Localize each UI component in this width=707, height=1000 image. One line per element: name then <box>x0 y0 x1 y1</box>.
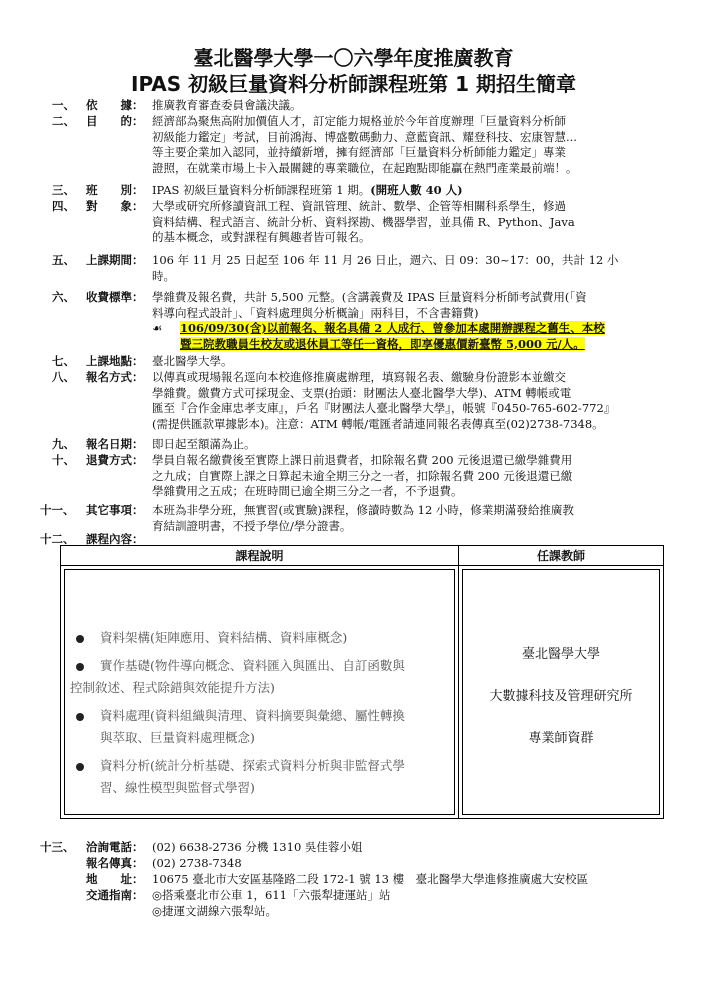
section-label: 其它事項： <box>86 503 144 517</box>
section-label: 上課地點： <box>86 354 144 368</box>
course-item-text: 習、線性模型與監督式學習) <box>100 780 255 795</box>
course-item-text: 資料分析(統計分析基礎、探索式資料分析與非監督式學 <box>100 758 405 773</box>
section-line: 資料結構、程式語言、統計分析、資料探勘、機器學習，並具備 R、Python、Java <box>152 214 575 229</box>
transport-line: ◎捷運文湖線六張犁站。 <box>152 903 278 918</box>
section-line: 的基本概念，或對課程有興趣者皆可報名。 <box>152 230 371 244</box>
contact-fax: (02) 2738-7348 <box>152 856 242 870</box>
course-item-text: 實作基礎(物件導向概念、資料匯入與匯出、自訂函數與 <box>100 658 405 673</box>
section-line: 學員自報名繳費後至實際上課日前退費者，扣除報名費 200 元後退還已繳學雜費用 <box>152 453 573 467</box>
flower-bullet-icon: ☙ <box>152 321 163 335</box>
section-line: 推廣教育審查委員會議決議。 <box>152 98 302 112</box>
section-label: 上課期間： <box>86 253 144 267</box>
list-item <box>70 755 457 799</box>
section-line: 學雜費用之五成；在班時間已逾全期三分之一者，不予退費。 <box>152 484 463 498</box>
list-item <box>70 655 457 699</box>
section-num: 一、 <box>52 98 75 112</box>
section-label: 收費標準： <box>86 290 144 304</box>
section-label: 對 象： <box>86 199 144 213</box>
section-line: 等主要企業加入認同，並持續新增，擁有經濟部「巨量資料分析師能力鑑定」專業 <box>152 145 566 159</box>
section-label: 報名日期： <box>86 437 144 451</box>
section-num: 十、 <box>52 453 75 467</box>
section-line: 臺北醫學大學。 <box>152 354 233 368</box>
teacher-header: 任課教師 <box>459 546 664 566</box>
section-line: 料導向程式設計」、「資料處理與分析概論」兩科目，不含書籍費) <box>152 305 479 320</box>
discount-block <box>152 321 662 352</box>
section-line: 經濟部為聚焦高附加價值人才，訂定能力規格並於今年首度辦理「巨量資料分析師 <box>152 114 566 128</box>
list-item <box>70 627 457 649</box>
section-label: 洽詢電話： <box>86 840 144 854</box>
section-num: 十二、 <box>40 532 75 546</box>
transport-line: ◎搭乘臺北市公車 1，611「六張犁捷運站」站 <box>152 888 391 902</box>
class-size: (開班人數 40 人) <box>370 183 463 197</box>
section-line: IPAS 初級巨量資料分析師課程班第 1 期。 <box>152 183 371 197</box>
title-line-2: IPAS 初級巨量資料分析師課程班第 1 期招生簡章 <box>131 72 576 96</box>
section-num: 十一、 <box>40 503 75 517</box>
section-line: 本班為非學分班，無實習(或實驗)課程，修讀時數為 12 小時，修業期滿發給推廣教 <box>152 503 574 517</box>
section-num: 八、 <box>52 370 75 384</box>
section-num: 七、 <box>52 354 75 368</box>
section-line: 匯至『合作金庫忠孝支庫』，戶名『財團法人臺北醫學大學』，帳號『0450-765-602-772』 <box>152 401 616 415</box>
section-num: 三、 <box>52 183 75 197</box>
section-line: 以傳真或現場報名逕向本校進修推廣處辦理，填寫報名表、繳驗身份證影本並繳交 <box>152 370 566 384</box>
contact-address: 10675 臺北市大安區基隆路二段 172-1 號 13 樓 臺北醫學大學進修推廣處大安校區 <box>152 872 589 886</box>
section-label: 報名方式： <box>86 370 144 384</box>
section-line: 大學或研究所修讀資訊工程、資訊管理、統計、數學、企管等相關科系學生，修過 <box>152 199 566 213</box>
course-item-text: 控制敘述、程式除錯與效能提升方法) <box>70 680 275 695</box>
teacher-cell <box>459 566 664 819</box>
list-item <box>70 705 457 749</box>
section-num: 二、 <box>52 114 75 128</box>
section-label: 課程內容： <box>86 532 144 546</box>
title-line-1: 臺北醫學大學一〇六學年度推廣教育 <box>193 46 514 70</box>
section-num: 六、 <box>52 290 75 304</box>
course-desc-cell <box>61 566 459 819</box>
section-line: (需提供匯款單據影本)。注意：ATM 轉帳/電匯者請連同報名表傳真至(02)2738-7348。 <box>152 416 604 431</box>
section-line: 之九成；自實際上課之日算起未逾全期三分之一者，扣除報名費 200 元後退還已繳 <box>152 468 573 483</box>
section-label: 地 址： <box>86 872 144 886</box>
section-label: 交通指南： <box>86 888 144 902</box>
section-line: 106 年 11 月 25 日起至 106 年 11 月 26 日止，週六、日 09：30~17：00，共計 12 小 <box>152 253 619 267</box>
section-label: 目 的： <box>86 114 144 128</box>
section-num: 五、 <box>52 253 75 267</box>
section-line: 學雜費。繳費方式可採現金、支票(抬頭：財團法人臺北醫學大學)、ATM 轉帳或電 <box>152 385 572 400</box>
section-label: 班 別： <box>86 183 144 197</box>
section-label: 依 據： <box>86 98 144 112</box>
course-desc-header: 課程說明 <box>61 546 459 566</box>
discount-line: 106/09/30(含)以前報名、報名具備 2 人成行、曾參加本處開辦課程之舊生、本校 <box>180 321 605 335</box>
course-item-text: 資料處理(資料組織與清理、資料摘要與彙總、屬性轉換 <box>100 708 405 723</box>
contact-phone: (02) 6638-2736 分機 1310 吳佳蓉小姐 <box>152 840 363 854</box>
section-label: 退費方式： <box>86 453 144 467</box>
section-num: 十三、 <box>40 840 75 854</box>
section-num: 四、 <box>52 199 75 213</box>
teacher-line: 臺北醫學大學 <box>521 647 600 662</box>
discount-line: 暨三院教職員生校友或退休員工等任一資格，即享優惠價新臺幣 5,000 元/人。 <box>180 336 585 351</box>
section-label: 報名傳真： <box>86 856 144 870</box>
section-line: 時。 <box>152 268 175 283</box>
section-line: 學雜費及報名費，共計 5,500 元整。(含講義費及 IPAS 巨量資料分析師考試費用(「資 <box>152 290 587 304</box>
section-line: 即日起至額滿為止。 <box>152 437 256 451</box>
course-item-text: 與萃取、巨量資料處理概念) <box>100 730 255 745</box>
section-line: 初級能力鑑定」考試，目前鴻海、博盛數碼動力、意藍資訊、耀登科技、宏康智慧... <box>152 129 577 144</box>
section-num: 九、 <box>52 437 75 451</box>
section-line: 育結訓證明書，不授予學位/學分證書。 <box>152 518 352 533</box>
teacher-line: 大數據科技及管理研究所 <box>489 689 633 704</box>
section-line: 證照，在就業市場上卡入最關鍵的專業職位，在起跑點即能贏在熱門產業最前端！。 <box>152 160 578 175</box>
teacher-line: 專業師資群 <box>528 731 594 746</box>
course-table <box>60 545 664 819</box>
course-item-text: 資料架構(矩陣應用、資料結構、資料庫概念) <box>100 630 348 645</box>
